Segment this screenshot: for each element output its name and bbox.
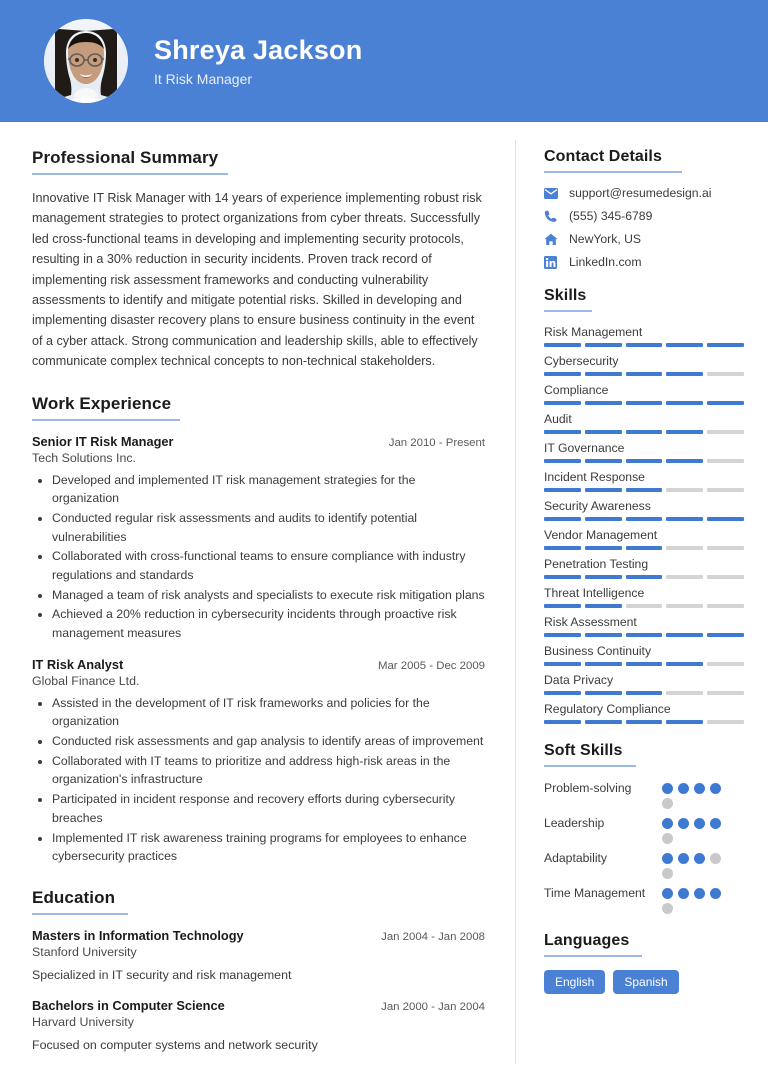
skill-bar-segment — [666, 546, 703, 550]
skill-bar-segment — [544, 517, 581, 521]
skill-bar-segment — [707, 691, 744, 695]
skill-bar-segment — [626, 343, 663, 347]
soft-skill-rating — [662, 850, 726, 879]
experience-bullet: • Conducted risk assessments and gap analysis to identify areas of improvement — [52, 732, 485, 751]
skill-name: Data Privacy — [544, 673, 614, 687]
education-date: Jan 2000 - Jan 2004 — [381, 1000, 485, 1013]
summary-text: Innovative IT Risk Manager with 14 years of experience implementing robust risk management strategies to protect organizations from cyber threats. Successfully led cross-functional teams in developing and implementing security protocols, resulting in a 30% reduction in security incidents. Proven track record of implementing risk assessment frameworks and conducting vulnerability assessments to identify and mitigate potential risks. Skilled in developing and implementing disaster recovery plans to ensure business continuity in the event of a cyber attack. Strong communication and leadership skills, able to effectively communicate complex technical concepts to non-technical stakeholders. — [32, 191, 482, 369]
contact-row-location[interactable] — [544, 232, 744, 246]
skill-bar-segment — [544, 430, 581, 434]
rating-dot — [678, 853, 689, 864]
candidate-name: Shreya Jackson — [154, 34, 363, 65]
education-heading-rule — [32, 913, 128, 915]
soft-skills-heading-rule — [544, 765, 636, 767]
soft-skill-rating — [662, 780, 726, 809]
skill-name: Threat Intelligence — [544, 586, 645, 600]
skill-level-bar — [544, 604, 744, 608]
rating-dot — [678, 783, 689, 794]
skill-bar-segment — [585, 401, 622, 405]
resume-body — [0, 122, 768, 1078]
skill-name: Business Continuity — [544, 644, 652, 658]
rating-dot — [662, 783, 673, 794]
education-school: Harvard University — [32, 1014, 134, 1029]
rating-dot — [710, 818, 721, 829]
skill-name: Penetration Testing — [544, 557, 649, 571]
soft-skill-row — [544, 850, 744, 879]
skills-heading: Skills — [544, 287, 587, 304]
skill-item — [544, 412, 744, 434]
rating-dot — [662, 833, 673, 844]
skill-level-bar — [544, 720, 744, 724]
skill-name: IT Governance — [544, 441, 625, 455]
skill-item — [544, 470, 744, 492]
contact-email: support@resumedesign.ai — [569, 186, 712, 200]
rating-dot — [662, 868, 673, 879]
skill-name: Compliance — [544, 383, 609, 397]
skill-bar-segment — [626, 459, 663, 463]
skill-item — [544, 441, 744, 463]
skill-bar-segment — [666, 604, 703, 608]
education-school: Stanford University — [32, 944, 137, 959]
skill-name: Regulatory Compliance — [544, 702, 671, 716]
soft-skill-name: Time Management — [544, 886, 646, 900]
section-contact-details — [544, 148, 744, 269]
skill-bar-segment — [666, 517, 703, 521]
contact-row-phone[interactable] — [544, 209, 744, 223]
experience-bullet: • Assisted in the development of IT risk frameworks and policies for the organization — [52, 694, 485, 731]
skill-bar-segment — [666, 575, 703, 579]
skill-name: Vendor Management — [544, 528, 658, 542]
education-degree: Masters in Information Technology — [32, 927, 244, 943]
skill-name: Cybersecurity — [544, 354, 619, 368]
skill-bar-segment — [585, 633, 622, 637]
experience-bullet: • Developed and implemented IT risk management strategies for the organization — [52, 471, 485, 508]
contact-row-email[interactable] — [544, 186, 744, 200]
main-column — [0, 122, 515, 1074]
experience-entry-header — [32, 434, 485, 449]
soft-skill-name: Leadership — [544, 816, 605, 830]
skill-level-bar — [544, 662, 744, 666]
skill-bar-segment — [707, 343, 744, 347]
soft-skill-name: Adaptability — [544, 851, 608, 865]
skill-bar-segment — [585, 488, 622, 492]
skill-bar-segment — [585, 372, 622, 376]
education-list — [32, 928, 485, 1052]
soft-skill-row — [544, 780, 744, 809]
skill-bar-segment — [585, 604, 622, 608]
skill-bar-segment — [585, 517, 622, 521]
skills-heading-rule — [544, 310, 592, 312]
skill-bar-segment — [626, 633, 663, 637]
section-languages — [544, 932, 744, 994]
soft-skill-name: Problem-solving — [544, 781, 632, 795]
skill-bar-segment — [707, 401, 744, 405]
skill-level-bar — [544, 546, 744, 550]
skill-level-bar — [544, 343, 744, 347]
skill-bar-segment — [666, 691, 703, 695]
contact-row-linkedin[interactable] — [544, 255, 744, 269]
skill-bar-segment — [707, 372, 744, 376]
skill-bar-segment — [585, 546, 622, 550]
soft-skill-rating — [662, 815, 726, 844]
experience-list — [32, 434, 485, 866]
contact-location: NewYork, US — [569, 232, 642, 246]
experience-date: Mar 2005 - Dec 2009 — [377, 659, 485, 672]
education-degree: Bachelors in Computer Science — [32, 997, 225, 1013]
soft-skill-rating — [662, 885, 726, 914]
skill-bar-segment — [626, 691, 663, 695]
experience-organization: Tech Solutions Inc. — [32, 450, 137, 465]
resume-header — [0, 0, 768, 122]
skill-bar-segment — [626, 604, 663, 608]
skill-bar-segment — [626, 517, 663, 521]
skill-bar-segment — [585, 662, 622, 666]
skill-name: Risk Assessment — [544, 615, 637, 629]
rating-dot — [662, 903, 673, 914]
rating-dot — [694, 888, 705, 899]
soft-skills-list — [544, 780, 744, 914]
skill-level-bar — [544, 372, 744, 376]
skill-bar-segment — [626, 401, 663, 405]
skill-level-bar — [544, 575, 744, 579]
experience-bullets — [32, 694, 485, 866]
skill-item — [544, 586, 744, 608]
rating-dot — [694, 783, 705, 794]
skill-bar-segment — [666, 633, 703, 637]
skill-item — [544, 325, 744, 347]
rating-dot — [710, 888, 721, 899]
experience-heading: Work Experience — [32, 393, 172, 413]
skill-bar-segment — [626, 372, 663, 376]
skill-bar-segment — [585, 691, 622, 695]
experience-bullet: • Participated in incident response and recovery efforts during cybersecurity breaches — [52, 790, 485, 827]
skill-bar-segment — [585, 459, 622, 463]
candidate-job-title: It Risk Manager — [154, 71, 253, 88]
skill-item — [544, 644, 744, 666]
skill-bar-segment — [626, 430, 663, 434]
skill-level-bar — [544, 488, 744, 492]
skill-name: Incident Response — [544, 470, 645, 484]
section-skills — [544, 287, 744, 724]
languages-heading-rule — [544, 955, 642, 957]
contact-linkedin: LinkedIn.com — [569, 255, 642, 269]
contact-list — [544, 186, 744, 269]
summary-heading-rule — [32, 173, 228, 175]
skill-bar-segment — [626, 488, 663, 492]
skill-bar-segment — [544, 546, 581, 550]
education-entry-header — [32, 928, 485, 943]
rating-dot — [662, 888, 673, 899]
skill-level-bar — [544, 401, 744, 405]
soft-skills-heading: Soft Skills — [544, 742, 623, 759]
skill-item — [544, 354, 744, 376]
soft-skill-row — [544, 885, 744, 914]
skill-bar-segment — [666, 372, 703, 376]
section-soft-skills — [544, 742, 744, 914]
language-badge: Spanish — [613, 970, 678, 994]
experience-entry — [32, 434, 485, 643]
skill-level-bar — [544, 430, 744, 434]
skill-item — [544, 499, 744, 521]
education-heading: Education — [32, 887, 116, 907]
skill-bar-segment — [544, 604, 581, 608]
education-entry — [32, 998, 485, 1052]
linkedin-icon — [544, 256, 561, 269]
skill-bar-segment — [666, 430, 703, 434]
skill-name: Audit — [544, 412, 572, 426]
summary-heading: Professional Summary — [32, 148, 219, 167]
rating-dot — [710, 853, 721, 864]
language-badge: English — [544, 970, 605, 994]
skill-bar-segment — [707, 720, 744, 724]
skill-bar-segment — [626, 662, 663, 666]
skill-bar-segment — [544, 343, 581, 347]
experience-role: Senior IT Risk Manager — [32, 433, 174, 449]
skill-bar-segment — [626, 575, 663, 579]
education-note: Focused on computer systems and network security — [32, 1037, 318, 1052]
experience-bullets — [32, 471, 485, 643]
skill-bar-segment — [666, 662, 703, 666]
header-text — [154, 35, 362, 87]
skill-level-bar — [544, 517, 744, 521]
sidebar-column — [516, 122, 768, 1016]
rating-dot — [678, 818, 689, 829]
skill-level-bar — [544, 633, 744, 637]
avatar — [44, 19, 128, 103]
education-note: Specialized in IT security and risk management — [32, 967, 292, 982]
skill-bar-segment — [666, 459, 703, 463]
skill-bar-segment — [544, 459, 581, 463]
experience-entry-header — [32, 657, 485, 672]
soft-skill-row — [544, 815, 744, 844]
skill-bar-segment — [707, 662, 744, 666]
experience-entry — [32, 657, 485, 866]
rating-dot — [694, 818, 705, 829]
skill-item — [544, 528, 744, 550]
experience-organization: Global Finance Ltd. — [32, 673, 140, 688]
skill-bar-segment — [707, 575, 744, 579]
home-icon — [544, 233, 561, 246]
skill-bar-segment — [544, 401, 581, 405]
skill-name: Risk Management — [544, 325, 643, 339]
skill-bar-segment — [544, 575, 581, 579]
skill-bar-segment — [666, 401, 703, 405]
skill-bar-segment — [626, 546, 663, 550]
skill-bar-segment — [544, 720, 581, 724]
contact-heading: Contact Details — [544, 148, 662, 165]
experience-bullet: • Collaborated with cross-functional teams to ensure compliance with industry regulations and standards — [52, 547, 485, 584]
skill-item — [544, 383, 744, 405]
envelope-icon — [544, 188, 561, 199]
skill-level-bar — [544, 691, 744, 695]
skill-item — [544, 557, 744, 579]
skill-bar-segment — [666, 720, 703, 724]
skill-item — [544, 615, 744, 637]
skill-bar-segment — [585, 343, 622, 347]
rating-dot — [662, 798, 673, 809]
education-entry — [32, 928, 485, 982]
contact-phone: (555) 345-6789 — [569, 209, 653, 223]
skill-bar-segment — [585, 575, 622, 579]
education-date: Jan 2004 - Jan 2008 — [381, 930, 485, 943]
languages-heading: Languages — [544, 932, 630, 949]
rating-dot — [710, 783, 721, 794]
skill-bar-segment — [544, 488, 581, 492]
rating-dot — [678, 888, 689, 899]
education-entry-header — [32, 998, 485, 1013]
section-education — [32, 888, 485, 1052]
contact-heading-rule — [544, 171, 682, 173]
skill-level-bar — [544, 459, 744, 463]
section-professional-summary — [32, 148, 485, 372]
skill-bar-segment — [707, 459, 744, 463]
skill-name: Security Awareness — [544, 499, 651, 513]
experience-bullet: • Managed a team of risk analysts and specialists to execute risk mitigation plans — [52, 586, 485, 605]
skill-bar-segment — [585, 720, 622, 724]
section-work-experience — [32, 394, 485, 866]
experience-bullet: • Collaborated with IT teams to prioritize and address high-risk areas in the organization's infrastructure — [52, 752, 485, 789]
skill-bar-segment — [544, 372, 581, 376]
skill-bar-segment — [544, 691, 581, 695]
rating-dot — [662, 818, 673, 829]
skill-bar-segment — [585, 430, 622, 434]
skill-bar-segment — [544, 662, 581, 666]
skill-bar-segment — [707, 546, 744, 550]
skill-bar-segment — [707, 604, 744, 608]
skill-item — [544, 702, 744, 724]
skill-bar-segment — [707, 633, 744, 637]
rating-dot — [694, 853, 705, 864]
skill-bar-segment — [666, 488, 703, 492]
skill-item — [544, 673, 744, 695]
rating-dot — [662, 853, 673, 864]
skill-bar-segment — [626, 720, 663, 724]
skills-list — [544, 325, 744, 724]
experience-bullet: • Conducted regular risk assessments and audits to identify potential vulnerabilities — [52, 509, 485, 546]
phone-icon — [544, 210, 561, 223]
experience-bullet: • Implemented IT risk awareness training programs for employees to enhance cybersecurity practices — [52, 829, 485, 866]
languages-list — [544, 970, 744, 994]
skill-bar-segment — [666, 343, 703, 347]
experience-role: IT Risk Analyst — [32, 656, 124, 672]
skill-bar-segment — [707, 430, 744, 434]
experience-bullet: • Achieved a 20% reduction in cybersecurity incidents through proactive risk management measures — [52, 605, 485, 642]
skill-bar-segment — [544, 633, 581, 637]
experience-date: Jan 2010 - Present — [388, 436, 485, 449]
experience-heading-rule — [32, 419, 180, 421]
skill-bar-segment — [707, 488, 744, 492]
skill-bar-segment — [707, 517, 744, 521]
